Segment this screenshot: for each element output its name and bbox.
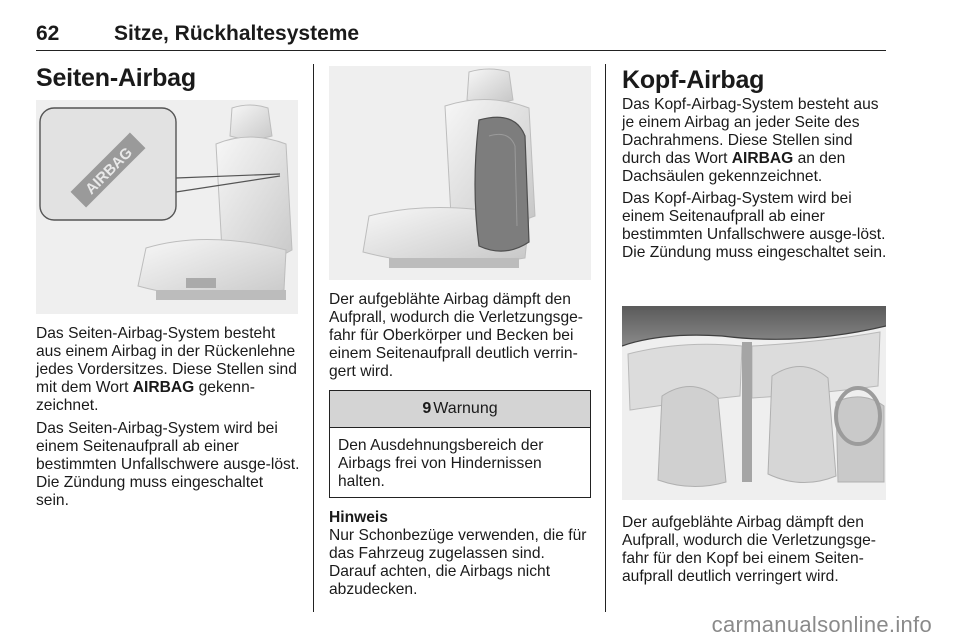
note-title: Hinweis: [329, 509, 388, 526]
side-airbag-seat-illustration: [36, 100, 298, 314]
page-number: 62: [36, 22, 60, 45]
column-divider-left: [313, 64, 314, 612]
note-text: Nur Schonbezüge verwenden, die für das Fahrzeug zugelassen sind. Darauf achten, die Airbags nicht abzudecken.: [329, 527, 587, 598]
airbag-label-graphic: AIRBAG: [82, 144, 136, 198]
warning-title: Warnung: [433, 400, 498, 417]
watermark: carmanualsonline.info: [711, 612, 932, 637]
page-header: [36, 22, 886, 51]
column-divider-right: [605, 64, 606, 612]
head-airbag-paragraph-1: Das Kopf-Airbag-System besteht aus je einem Airbag an jeder Seite des Dachrahmens. Diese Stellen sind durch das Wort AIRBAG an den Dachsäulen gekennzeichnet.: [622, 96, 879, 185]
side-airbag-paragraph-2: Das Seiten-Airbag-System wird bei einem Seitenaufprall ab einer bestimmten Unfallschwere ausge-löst. Die Zündung muss eingeschaltet sein.: [36, 420, 300, 509]
warning-box: [329, 390, 591, 498]
warning-icon: 9: [422, 400, 432, 417]
inflated-side-airbag-paragraph: Der aufgeblähte Airbag dämpft den Aufprall, wodurch die Verletzungsge-fahr für Oberkörper und Becken bei einem Seitenaufprall deutlich verrin-gert wird.: [329, 291, 583, 380]
head-airbag-paragraph-3: Der aufgeblähte Airbag dämpft den Aufprall, wodurch die Verletzungsge-fahr für den Kopf bei einem Seiten-aufprall deutlich verringert wird.: [622, 514, 876, 585]
section-heading-side-airbag: Seiten-Airbag: [36, 64, 196, 92]
warning-text: Den Ausdehnungsbereich der Airbags frei von Hindernissen halten.: [338, 437, 544, 490]
inflated-side-airbag-illustration: [329, 66, 591, 280]
warning-header: [330, 391, 590, 428]
page-title: Sitze, Rückhaltesysteme: [114, 22, 360, 45]
section-heading-head-airbag: Kopf-Airbag: [622, 66, 765, 94]
side-airbag-paragraph-1: Das Seiten-Airbag-System besteht aus einem Airbag in der Rückenlehne jedes Vordersitzes. Diese Stellen sind mit dem Wort AIRBAG gekenn-zeichnet.: [36, 325, 297, 414]
head-airbag-interior-illustration: [622, 306, 886, 500]
head-airbag-paragraph-2: Das Kopf-Airbag-System wird bei einem Seitenaufprall ab einer bestimmten Unfallschwere ausge-löst. Die Zündung muss eingeschaltet sein.: [622, 190, 887, 261]
